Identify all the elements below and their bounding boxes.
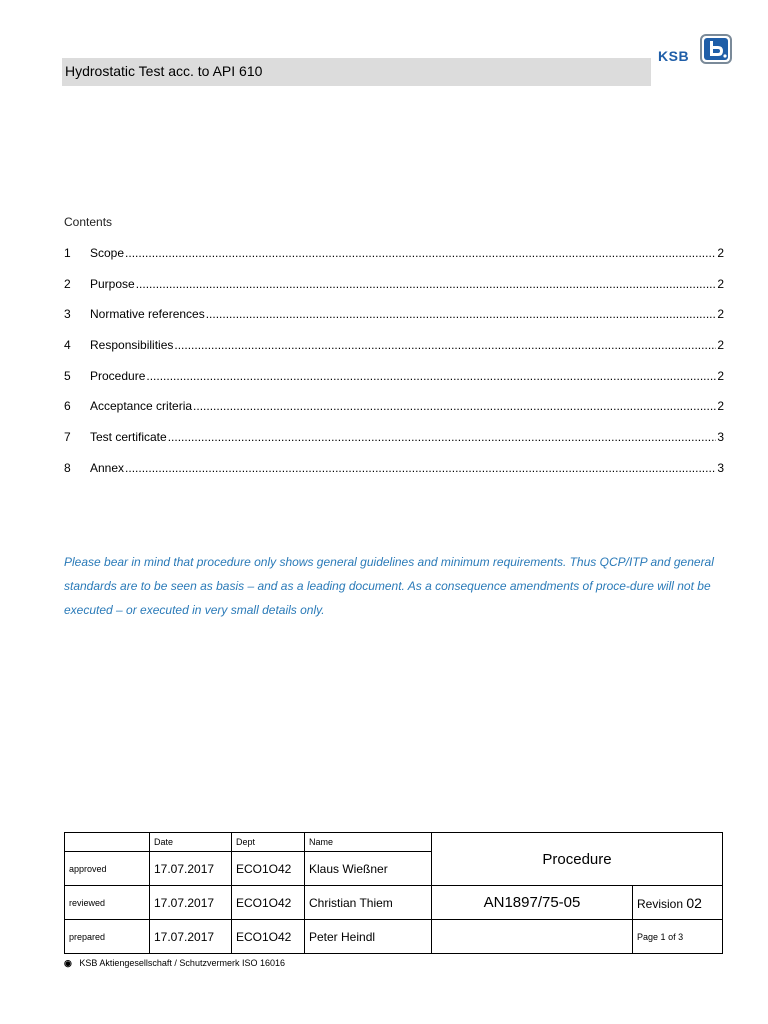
toc-number: 4 xyxy=(64,338,71,353)
sign-dept: ECO1O42 xyxy=(232,852,305,886)
toc-leader xyxy=(146,369,716,383)
signoff-header-row xyxy=(65,833,723,852)
toc-entry-scope[interactable] xyxy=(64,246,724,277)
toc-leader xyxy=(206,307,717,321)
header-blank-cell xyxy=(65,833,150,852)
toc-page: 2 xyxy=(717,307,724,322)
toc-entry-purpose[interactable] xyxy=(64,277,724,308)
sign-date: 17.07.2017 xyxy=(150,886,232,920)
toc-leader xyxy=(174,338,716,352)
toc-page: 2 xyxy=(717,368,724,383)
toc-title: Procedure xyxy=(90,368,146,383)
toc-entry-test-certificate[interactable] xyxy=(64,430,724,461)
page-total: 3 xyxy=(678,931,684,942)
footer xyxy=(64,958,285,969)
role-label: approved xyxy=(65,852,150,886)
toc-number: 8 xyxy=(64,460,71,475)
toc-leader xyxy=(193,399,716,413)
toc-number: 1 xyxy=(64,246,71,260)
sign-date: 17.07.2017 xyxy=(150,920,232,954)
ksb-logo-mark-icon xyxy=(700,34,732,64)
page-label: Page xyxy=(637,931,659,942)
toc-page: 2 xyxy=(717,399,724,414)
blank-cell xyxy=(432,920,633,954)
toc-leader xyxy=(125,461,716,475)
toc-page: 2 xyxy=(717,246,724,260)
toc-title: Normative references xyxy=(90,307,205,322)
toc-number: 2 xyxy=(64,276,71,291)
toc-page: 3 xyxy=(717,430,724,445)
sign-dept: ECO1O42 xyxy=(232,920,305,954)
revision-cell xyxy=(633,886,723,920)
sign-name: Christian Thiem xyxy=(305,886,432,920)
toc-number: 6 xyxy=(64,399,71,414)
page-indicator xyxy=(633,920,723,954)
toc-title: Test certificate xyxy=(90,430,167,445)
toc-title: Purpose xyxy=(90,276,135,291)
signoff-row-reviewed xyxy=(65,886,723,920)
header-name: Name xyxy=(305,833,432,852)
toc-title: Acceptance criteria xyxy=(90,399,193,414)
table-of-contents xyxy=(64,246,724,492)
header-dept: Dept xyxy=(232,833,305,852)
toc-entry-responsibilities[interactable] xyxy=(64,338,724,369)
page-current: 1 xyxy=(660,931,666,942)
sign-name: Klaus Wießner xyxy=(305,852,432,886)
procedure-notice: Please bear in mind that procedure only shows general guidelines and minimum requirements. Thus QCP/ITP and general standards are to be seen as basis – and as a leading document. As a consequence amendments of proce-dure will not be executed – or executed in very small details only. xyxy=(64,555,714,617)
signoff-table xyxy=(64,832,723,954)
copyright-icon: ◉ xyxy=(64,958,72,968)
footer-text: KSB Aktiengesellschaft / Schutzvermerk ISO 16016 xyxy=(79,958,285,968)
toc-number: 5 xyxy=(64,368,71,383)
toc-page: 2 xyxy=(717,276,724,291)
document-type: Procedure xyxy=(432,833,723,886)
document-number: AN1897/75-05 xyxy=(432,886,633,920)
role-label: prepared xyxy=(65,920,150,954)
revision-value: 02 xyxy=(686,894,702,911)
toc-entry-normative-references[interactable] xyxy=(64,307,724,338)
revision-label: Revision xyxy=(637,896,684,911)
toc-title: Scope xyxy=(90,246,125,260)
toc-title: Responsibilities xyxy=(90,338,174,353)
toc-title: Annex xyxy=(90,460,125,475)
ksb-logo xyxy=(656,32,738,68)
toc-entry-annex[interactable] xyxy=(64,461,724,492)
toc-leader xyxy=(125,246,716,260)
toc-number: 7 xyxy=(64,430,71,445)
toc-entry-procedure[interactable] xyxy=(64,369,724,400)
role-label: reviewed xyxy=(65,886,150,920)
contents-heading: Contents xyxy=(64,215,113,229)
sign-name: Peter Heindl xyxy=(305,920,432,954)
page-of: of xyxy=(668,931,676,942)
toc-number: 3 xyxy=(64,307,71,322)
sign-dept: ECO1O42 xyxy=(232,886,305,920)
toc-leader xyxy=(168,430,717,444)
document-title-bar xyxy=(62,58,651,86)
toc-page: 3 xyxy=(717,460,724,475)
toc-leader xyxy=(136,277,717,291)
toc-entry-acceptance-criteria[interactable] xyxy=(64,399,724,430)
toc-page: 2 xyxy=(717,338,724,353)
sign-date: 17.07.2017 xyxy=(150,852,232,886)
header-date: Date xyxy=(150,833,232,852)
document-title: Hydrostatic Test acc. to API 610 xyxy=(65,63,263,79)
signoff-row-prepared xyxy=(65,920,723,954)
logo-text: KSB xyxy=(658,48,690,64)
